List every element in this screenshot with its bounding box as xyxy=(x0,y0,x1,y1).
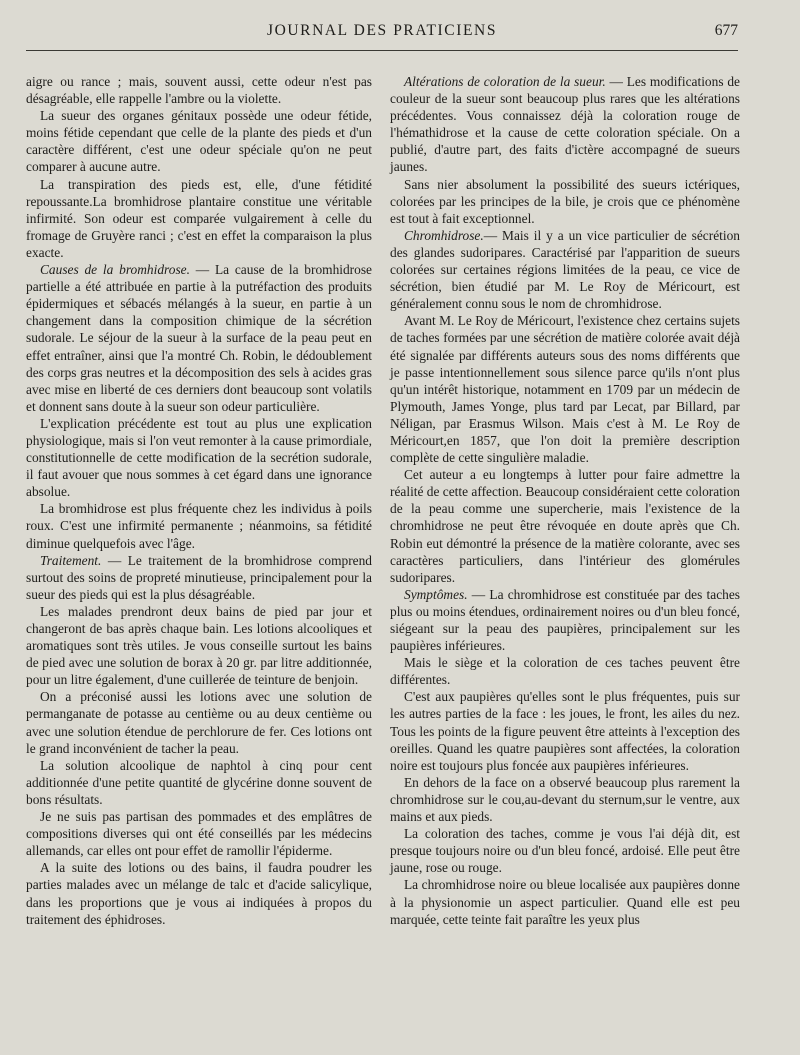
paragraph-text: — Le traitement de la bromhidrose comprend surtout des soins de propreté minutieuse, principalement pour la sueur des pieds qui est la plus désagréable. xyxy=(26,552,372,602)
paragraph xyxy=(390,466,740,586)
paragraph xyxy=(390,586,740,654)
section-heading: Causes de la bromhidrose. xyxy=(40,262,190,278)
paragraph xyxy=(390,654,740,688)
paragraph xyxy=(390,312,740,466)
running-head xyxy=(26,22,738,44)
paragraph-text: Sans nier absolument la possibilité des sueurs ictériques, colorées par les principes de la bile, je crois que ce phénomène est tout à fait exceptionnel. xyxy=(390,176,740,226)
paragraph-text: L'explication précédente est tout au plus une explication physiologique, mais si l'on veut remonter à la cause primordiale, constitutionnelle de cette modification de la secrétion sudorale, il faut avouer que nous sommes à cet égard dans une ignorance absolue. xyxy=(26,415,372,500)
paragraph-text: La coloration des taches, comme je vous l'ai déjà dit, est presque toujours noire ou d'un bleu foncé, ardoisé. Elle peut être jaune, rose ou rouge. xyxy=(390,826,740,876)
paragraph-text: Les malades prendront deux bains de pied par jour et changeront de bas après chaque bain. Les lotions alcooliques et aromatiques sont très utiles. Je vous conseille surtout les bains de pied avec une solution de borax à 20 gr. par litre additionnée, pour un litre également, d'une cuillerée de teinture de benjoin. xyxy=(26,603,372,688)
paragraph-text: A la suite des lotions ou des bains, il faudra poudrer les parties malades avec un mélange de talc et d'acide salicylique, dans les proportions que je vous ai indiquées à propos du traitement des éphidroses. xyxy=(26,860,372,927)
paragraph xyxy=(26,603,372,688)
paragraph xyxy=(390,774,740,825)
paragraph xyxy=(26,552,372,603)
paragraph xyxy=(26,73,372,107)
left-column xyxy=(26,73,372,928)
paragraph xyxy=(26,808,372,859)
page-number: 677 xyxy=(714,22,738,39)
paragraph xyxy=(390,227,740,312)
right-column xyxy=(390,73,740,928)
paragraph-text: — Mais il y a un vice particulier de sécrétion des glandes sudoripares. Caractérisé par l'apparition de sueurs colorées sur certaines régions limitées de la peau, ce vice de sécrétion, bien étudié par M. Le Roy de Méricourt, est généralement connu sous le nom de chromhidrose. xyxy=(390,227,740,312)
paragraph-text: Mais le siège et la coloration de ces taches peuvent être différentes. xyxy=(390,655,740,688)
paragraph-text: La transpiration des pieds est, elle, d'une fétidité repoussante.La bromhidrose plantaire constitue une véritable infirmité. Son odeur est comparée vulgairement à celle du fromage de Gruyère ranci ; c'est en effet la comparaison la plus exacte. xyxy=(26,176,372,260)
section-heading: Symptômes. xyxy=(404,586,468,602)
paragraph-text: aigre ou rance ; mais, souvent aussi, cette odeur n'est pas désagréable, elle rappelle l'ambre ou la violette. xyxy=(26,74,372,107)
paragraph-text: La sueur des organes génitaux possède une odeur fétide, moins fétide cependant que celle de la plante des pieds et d'un caractère différent, c'est une odeur spéciale qu'on ne peut comparer à aucune autre. xyxy=(26,108,372,175)
paragraph-text: C'est aux paupières qu'elles sont le plus fréquentes, puis sur les autres parties de la face : les joues, le front, les ailes du nez. Tous les points de la figure peuvent être atteints à l'exception des oreilles. Quand les quatre paupières sont affectées, la coloration noire est toujours plus foncée aux paupières inférieures. xyxy=(390,689,740,773)
paragraph-text: Je ne suis pas partisan des pommades et des emplâtres de compositions diverses qui ont été conseillés par les médecins allemands, car elles ont pour effet de ramollir l'épiderme. xyxy=(26,809,372,859)
paragraph xyxy=(390,176,740,227)
paragraph-text: La solution alcoolique de naphtol à cinq pour cent additionnée d'une petite quantité de glycérine donne souvent de bons résultats. xyxy=(26,757,372,807)
paragraph-text: — Les modifications de couleur de la sueur sont beaucoup plus rares que les altérations précédentes. Vous connaissez déjà la coloration rouge de l'hémathidrose et la cause de cette coloration spéciale. On a publié, d'autre part, des faits d'ictère accompagné de sueurs jaunes. xyxy=(390,74,740,175)
journal-title: JOURNAL DES PRATICIENS xyxy=(266,22,498,39)
paragraph-text: En dehors de la face on a observé beaucoup plus rarement la chromhidrose sur le cou,au-devant du sternum,sur le ventre, aux mains et aux pieds. xyxy=(390,774,740,825)
section-heading: Chromhidrose. xyxy=(404,227,484,243)
paragraph-text: La bromhidrose est plus fréquente chez les individus à poils roux. C'est une infirmité permanente ; néanmoins, sa fétidité diminue quelquefois avec l'âge. xyxy=(26,501,372,551)
header-rule xyxy=(26,50,738,51)
paragraph xyxy=(26,176,372,261)
paragraph xyxy=(390,876,740,927)
paragraph xyxy=(26,500,372,551)
paragraph-text: On a préconisé aussi les lotions avec une solution de permanganate de potasse au centième ou au deux centième ou avec une solution étendue de perchlorure de fer. Ces lotions ont le grand inconvénient de tacher la peau. xyxy=(26,689,372,756)
paragraph-text: Cet auteur a eu longtemps à lutter pour faire admettre la réalité de cette affection. Beaucoup considéraient cette coloration de la peau comme une supercherie, mais l'existence de la chromhidrose ne peut être révoquée en doute après que Ch. Robin eut démontré la présence de la matière colorante, avec ses caractères particuliers, dans l'intérieur des glomérules sudoripares. xyxy=(390,467,740,585)
paragraph-text: — La cause de la bromhidrose partielle a été attribuée en partie à la putréfaction des produits épidermiques et sébacés mélangés à la sueur, en partie à un changement dans la composition chimique de la sécrétion sudorale. Le séjour de la sueur à la surface de la peau peut en effet entraîner, ainsi que l'a montré Ch. Robin, le dédoublement des corps gras neutres et la décomposition des sels à acides gras avec mise en liberté de ces derniers dont beaucoup sont volatils et donnent sans doute à la sueur son odeur particulière. xyxy=(26,262,372,414)
paragraph xyxy=(390,825,740,876)
section-heading: Altérations de coloration de la sueur. xyxy=(404,74,606,89)
paragraph xyxy=(390,688,740,773)
paragraph-text: La chromhidrose noire ou bleue localisée aux paupières donne à la physionomie un aspect particulier. Quand elle est peu marquée, cette teinte fait paraître les yeux plus xyxy=(390,877,740,927)
paragraph xyxy=(26,688,372,756)
section-heading: Traitement. xyxy=(40,552,102,568)
paragraph xyxy=(26,107,372,175)
paragraph-text: Avant M. Le Roy de Méricourt, l'existence chez certains sujets de taches formées par une sécrétion de matière colorée avait déjà été signalée par différents auteurs sous des noms différents que je passe intentionnellement sous silence parce qu'ils n'ont plus qu'un intérêt historique, notamment en 1709 par un médecin de Plymouth, James Yonge, plus tard par Lecat, par Billard, par Néligan, par Erasmus Wilson. Mais c'est à M. Le Roy de Méricourt,en 1857, que l'on doit la première description complète de cette singulière maladie. xyxy=(390,313,740,466)
paragraph xyxy=(26,757,372,808)
paragraph xyxy=(390,73,740,176)
paragraph xyxy=(26,859,372,927)
paragraph xyxy=(26,261,372,415)
paragraph-text: — La chromhidrose est constituée par des taches plus ou moins étendues, ordinairement noires ou d'un bleu foncé, siégeant sur la peau des paupières, principalement sur les paupières inférieures. xyxy=(390,586,740,654)
paragraph xyxy=(26,415,372,500)
